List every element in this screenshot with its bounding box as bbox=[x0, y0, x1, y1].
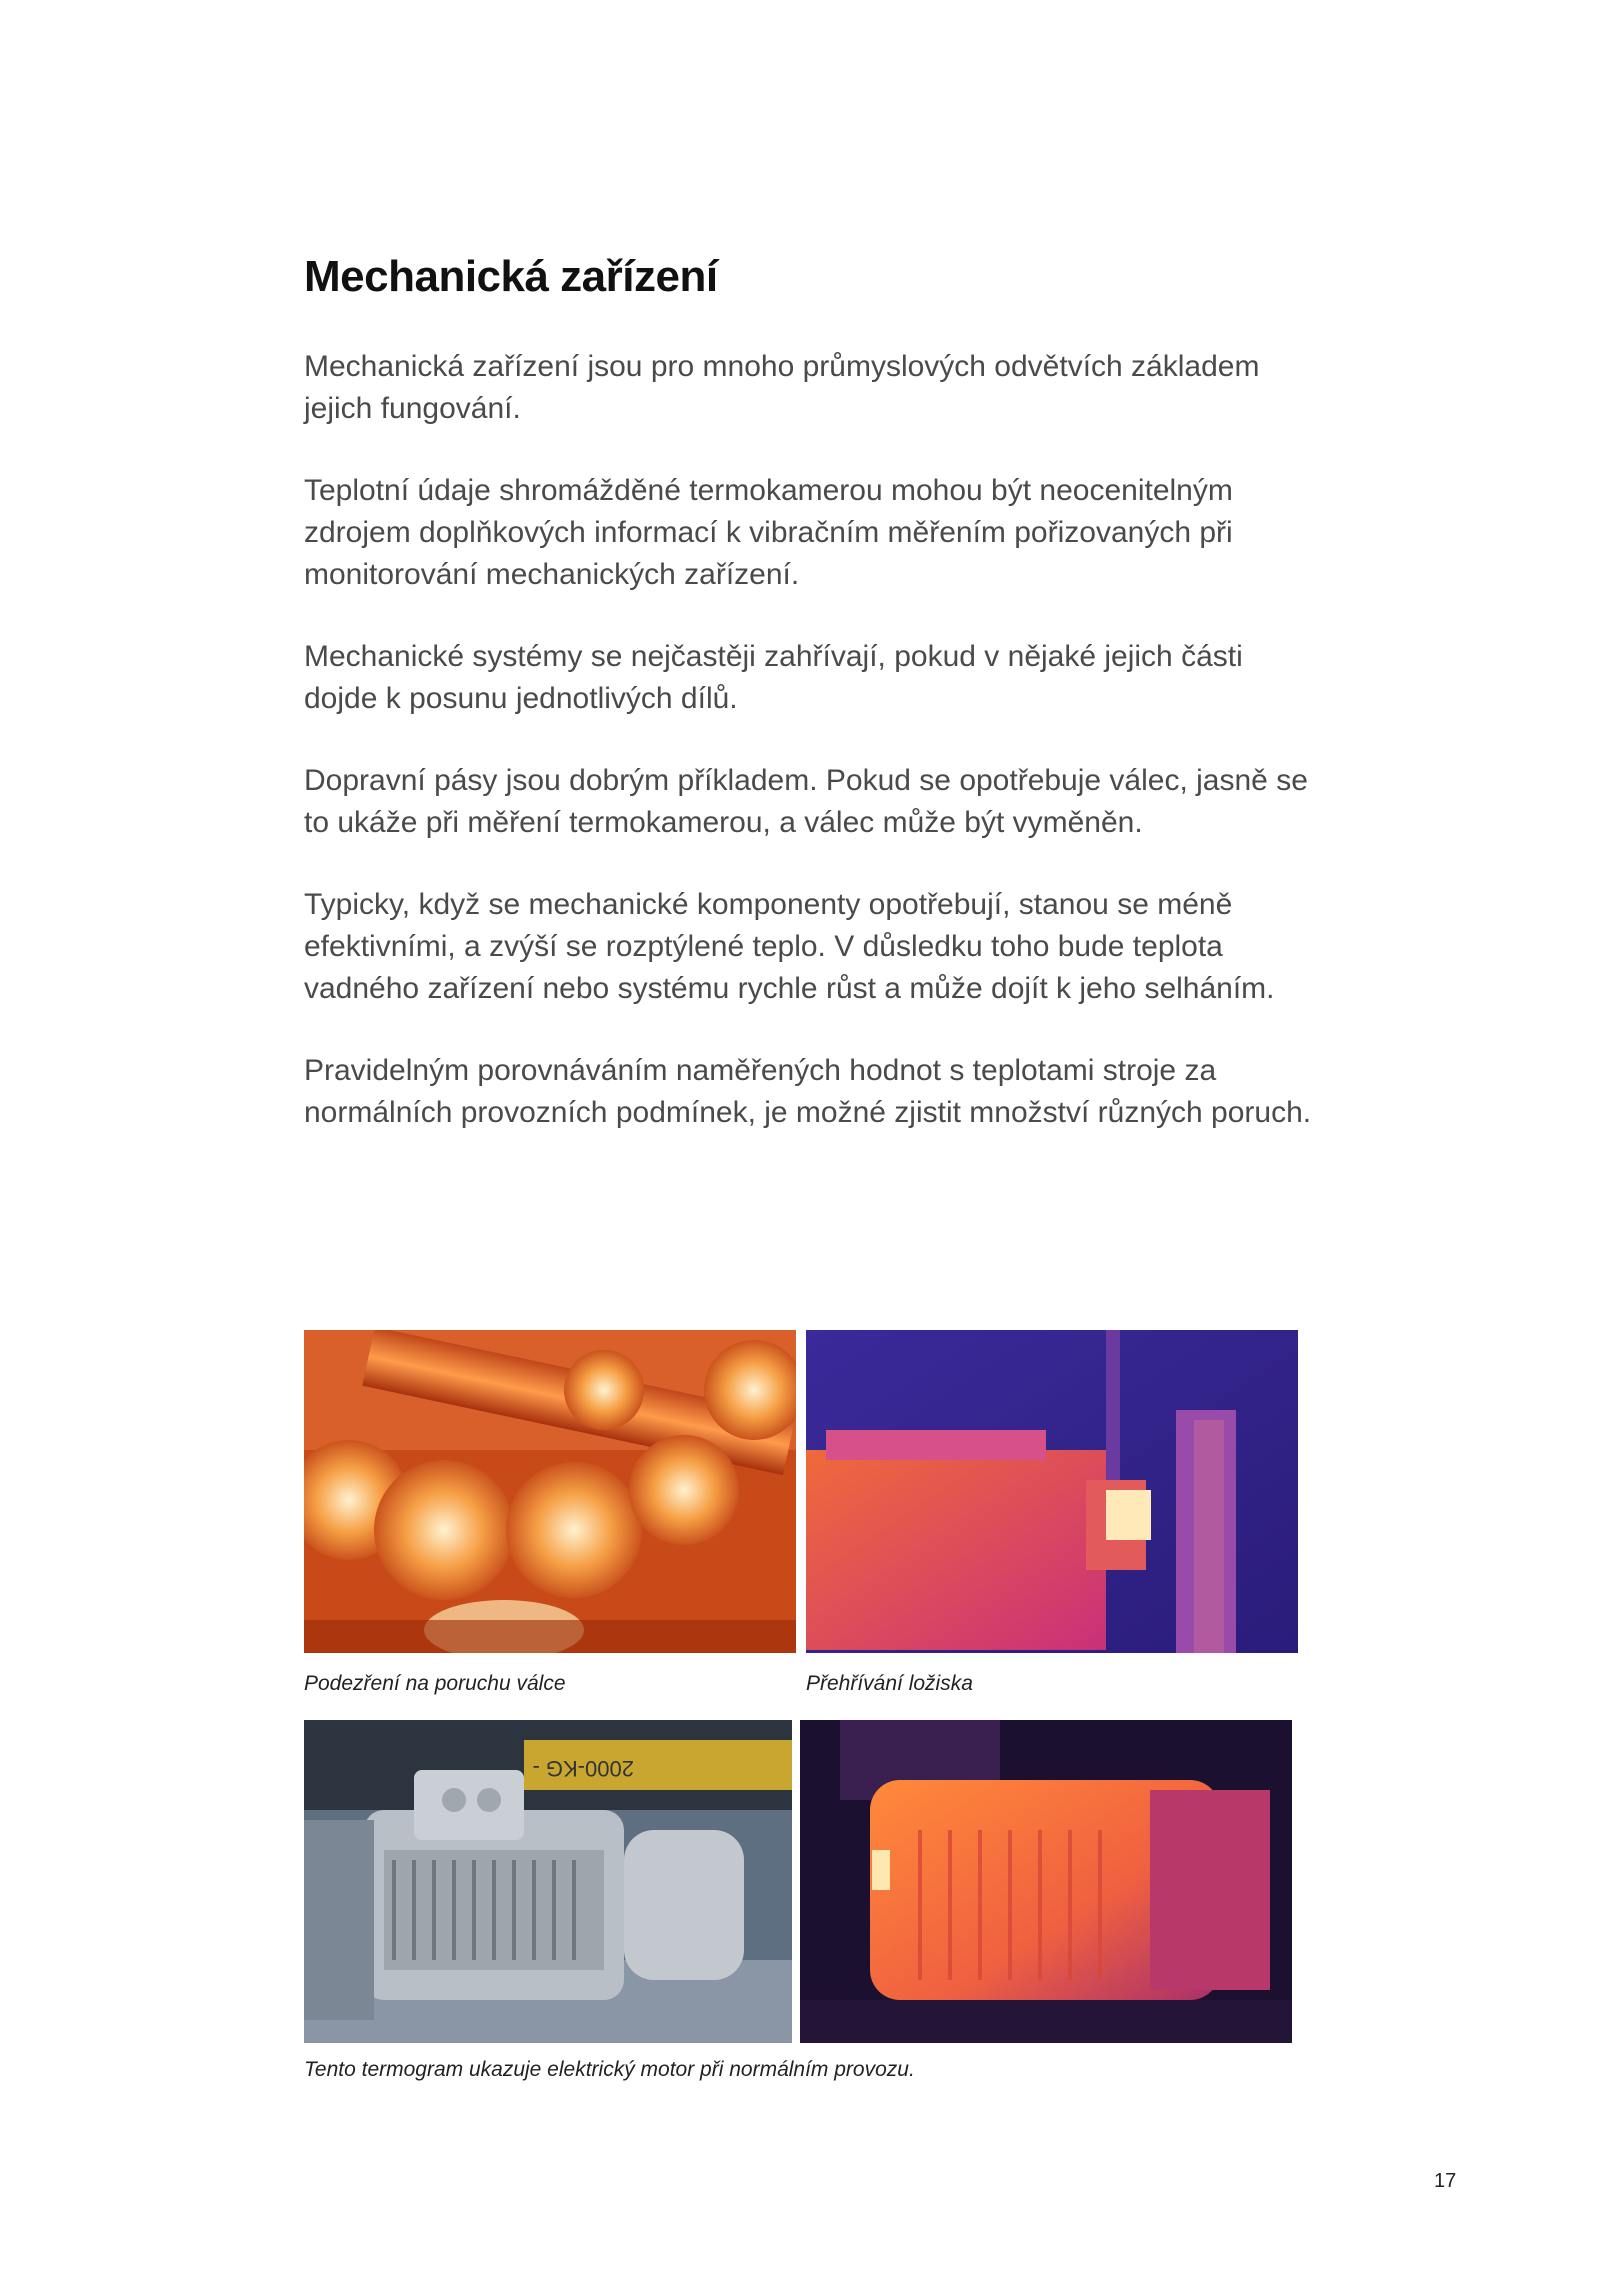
paragraph: Typicky, když se mechanické komponenty opotřebují, stanou se méně efektivními, a zvýší se rozptýlené teplo. V důsledku toho bude teplota vadného zařízení nebo systému rychle růst a může dojít k jeho selháním. bbox=[304, 888, 1275, 1005]
paragraph: Pravidelným porovnáváním naměřených hodnot s teplotami stroje za normálních provozních podmínek, je možné zjistit množství různých poruch. bbox=[304, 1054, 1312, 1129]
paragraph: Mechanické systémy se nejčastěji zahřívají, pokud v nějaké jejich části dojde k posunu jednotlivých dílů. bbox=[304, 640, 1243, 715]
paragraph: Dopravní pásy jsou dobrým příkladem. Pokud se opotřebuje válec, jasně se to ukáže při měření termokamerou, a válec může být vyměněn. bbox=[304, 764, 1308, 839]
page-title: Mechanická zařízení bbox=[304, 252, 718, 301]
bearing-thermogram-image bbox=[806, 1330, 1298, 1653]
roller-caption: Podezření na poruchu válce bbox=[304, 1672, 566, 1695]
body-text bbox=[304, 346, 1324, 1174]
page-number: 17 bbox=[1434, 2170, 1457, 2192]
roller-thermogram-image bbox=[304, 1330, 796, 1653]
motor-plate-text: 2000-KG - bbox=[532, 1756, 634, 1781]
paragraph: Teplotní údaje shromážděné termokamerou mohou být neocenitelným zdrojem doplňkových informací k vibračním měřením pořizovaných při monitorování mechanických zařízení. bbox=[304, 474, 1233, 591]
paragraph: Mechanická zařízení jsou pro mnoho průmyslových odvětvích základem jejich fungování. bbox=[304, 350, 1260, 425]
motor-caption: Tento termogram ukazuje elektrický motor při normálním provozu. bbox=[304, 2058, 915, 2081]
bearing-caption: Přehřívání ložiska bbox=[806, 1672, 973, 1695]
motor-thermogram-image bbox=[800, 1720, 1292, 2043]
motor-photo-image bbox=[304, 1720, 792, 2043]
